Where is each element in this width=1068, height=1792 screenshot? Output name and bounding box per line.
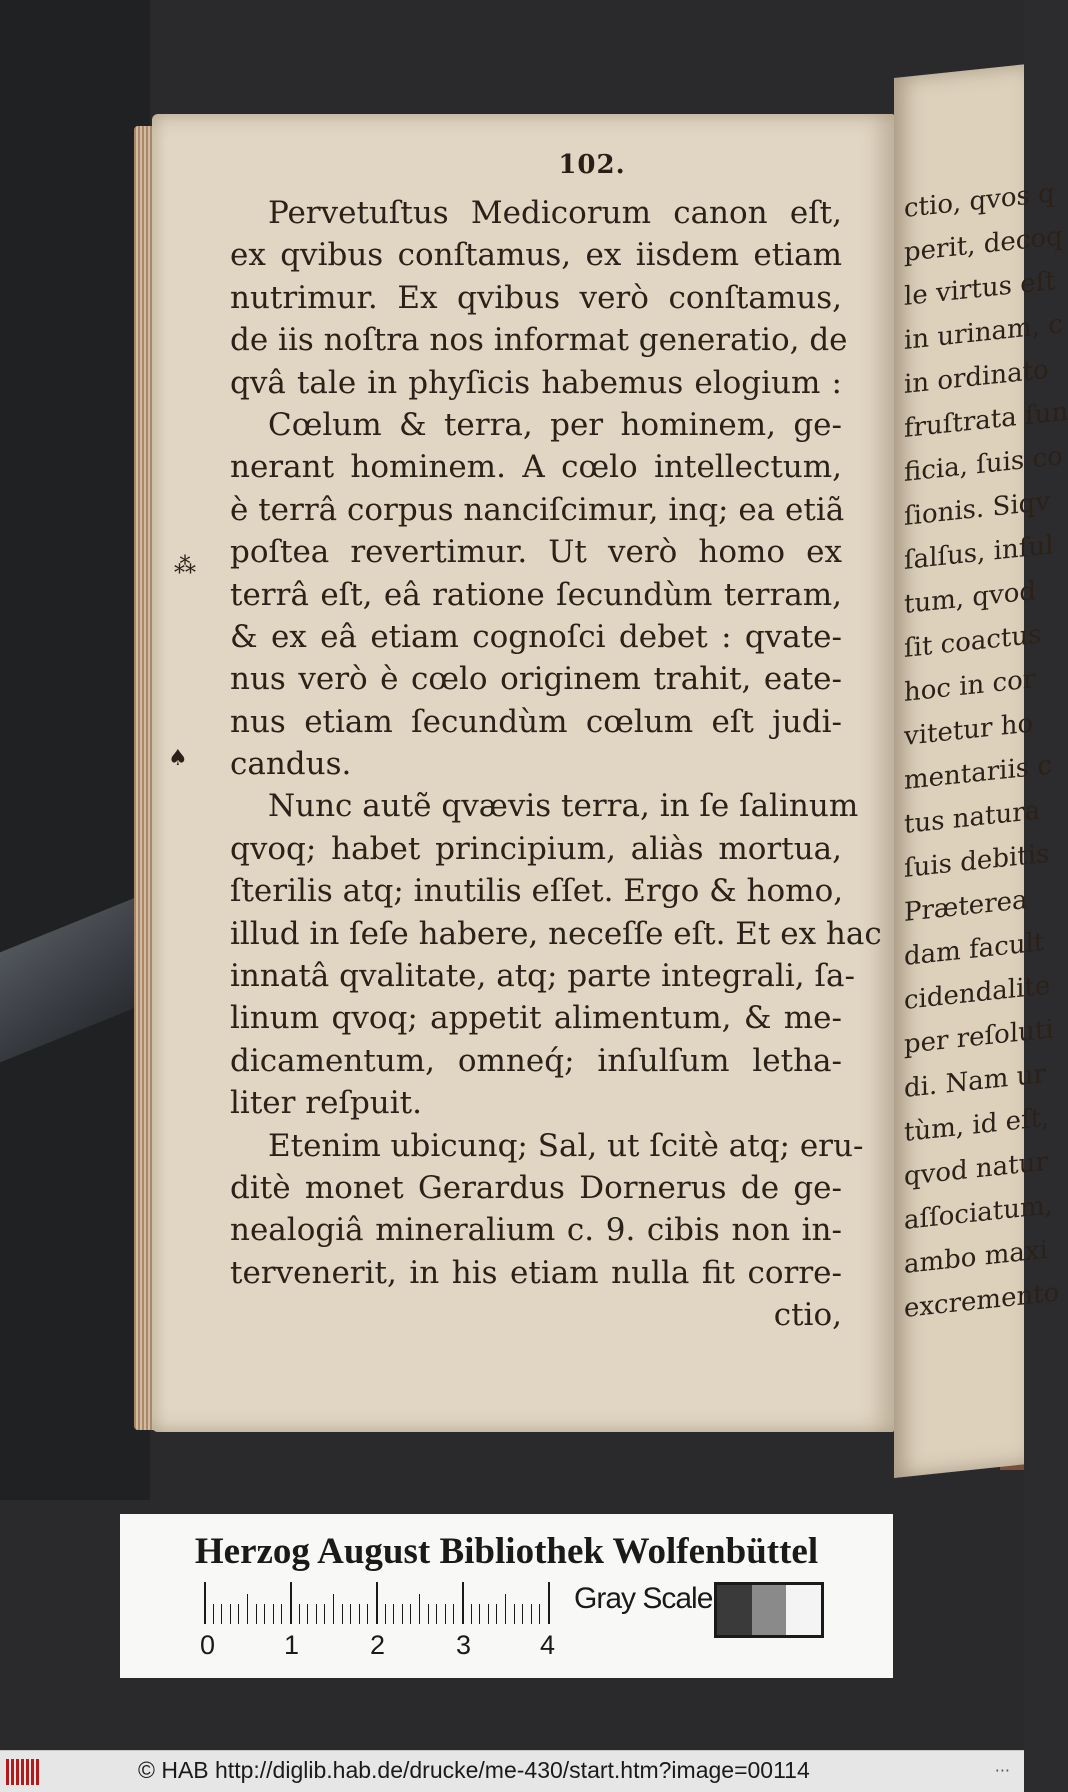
ruler-tick — [213, 1604, 214, 1624]
gray-scale-swatches — [714, 1582, 824, 1638]
facing-text-line: tum, qvod — [904, 576, 1037, 620]
ruler-tick — [531, 1604, 532, 1624]
ruler-tick — [393, 1604, 394, 1624]
ruler-tick — [410, 1604, 411, 1624]
facing-text-line: tus natura — [904, 795, 1041, 840]
facing-text-line: mentariis c — [904, 750, 1052, 796]
book-page-left — [152, 114, 894, 1432]
facing-text-line: Præterea — [904, 884, 1028, 928]
text-line: terrâ eſt, eâ ratione ſecundùm terram, — [230, 576, 842, 613]
ruler-tick — [385, 1604, 386, 1624]
facing-text-line: tùm, id eſt, — [904, 1102, 1050, 1148]
facing-text-line: dam facult — [904, 927, 1045, 972]
ruler-tick — [359, 1604, 360, 1624]
facing-page-text — [904, 170, 1068, 1331]
text-line: illud in ſeſe habere, neceſſe eſt. Et ex hac — [230, 915, 882, 952]
hab-logo-icon — [6, 1759, 46, 1785]
book-page-right — [894, 64, 1068, 1478]
gray-swatch-mid — [752, 1585, 787, 1635]
text-line: nerant hominem. A cœlo intellectum, — [230, 449, 842, 486]
ruler-tick — [462, 1582, 464, 1624]
ruler-number: 3 — [456, 1630, 472, 1660]
library-name: Herzog August Bibliothek Wolfenbüttel — [194, 1531, 819, 1572]
ruler-tick — [514, 1604, 515, 1624]
facing-text-line: hoc in cor — [904, 664, 1036, 708]
text-line: è terrâ corpus nanciſcimur, inq; ea etiã — [230, 491, 845, 528]
gray-swatch-dark — [717, 1585, 752, 1635]
facing-text-line: le virtus eſt — [904, 266, 1056, 312]
ruler-tick — [264, 1604, 265, 1624]
text-line: Pervetuſtus Medicorum canon eſt, — [268, 195, 842, 231]
ruler-tick — [273, 1604, 274, 1624]
margin-mark: ⁂ — [174, 554, 196, 579]
ruler-tick — [299, 1604, 300, 1624]
ruler-tick — [488, 1604, 489, 1624]
facing-text-line: ctio, qvos q — [904, 178, 1055, 224]
page-text — [230, 192, 882, 1337]
facing-text-line: per reſoluti — [904, 1014, 1054, 1060]
text-line: qvâ tale in phyſicis habemus elogium : — [230, 364, 842, 401]
ruler-tick — [290, 1582, 292, 1624]
ruler-tick — [539, 1604, 540, 1624]
ruler-tick — [471, 1604, 472, 1624]
ruler-tick — [522, 1604, 523, 1624]
ruler-tick — [342, 1604, 343, 1624]
facing-text-line: cidendalite — [904, 970, 1051, 1016]
text-line: liter reſpuit. — [230, 1085, 422, 1122]
text-line: de iis noſtra nos informat generatio, de — [230, 322, 848, 359]
ruler-tick — [428, 1604, 429, 1624]
ruler-scale — [204, 1582, 564, 1624]
source-url-text: © HAB http://diglib.hab.de/drucke/me-430/start.htm?image=00114 — [138, 1757, 810, 1783]
ruler-tick — [505, 1594, 506, 1624]
facing-text-line: qvod natur — [904, 1146, 1048, 1192]
ruler-tick — [247, 1594, 248, 1624]
ruler-tick — [307, 1604, 308, 1624]
facing-text-line: ſit coactus — [904, 619, 1042, 664]
gray-swatch-light — [786, 1585, 821, 1635]
text-line: nutrimur. Ex qvibus verò conſtamus, — [230, 279, 842, 316]
text-line: ſterilis atq; inutilis eſſet. Ergo & homo, — [230, 873, 844, 910]
text-line: nus etiam ſecundùm cœlum eſt judi- — [230, 703, 842, 740]
ruler-tick — [436, 1604, 437, 1624]
margin-mark: ♠ — [168, 746, 188, 771]
text-line: Etenim ubicunq; Sal, ut ſcitè atq; eru- — [268, 1127, 864, 1164]
text-line: tervenerit, in his etiam nulla fit corre- — [230, 1254, 842, 1291]
ruler-tick — [281, 1604, 282, 1624]
facing-text-line: ſalſus, inſul — [904, 530, 1054, 576]
ruler-tick — [221, 1604, 222, 1624]
more-options-icon[interactable]: ··· — [994, 1761, 1010, 1780]
facing-text-line: di. Nam ur — [904, 1059, 1046, 1104]
facing-text-line: in ordinato — [904, 354, 1049, 400]
ruler-tick — [256, 1604, 257, 1624]
text-line: innatâ qvalitate, atq; parte integrali, ſa- — [230, 958, 855, 995]
text-line: dicamentum, omneq́; inſulſum letha- — [230, 1042, 842, 1079]
text-line: poſtea revertimur. Ut verò homo ex — [230, 534, 842, 571]
viewer-footer — [0, 1750, 1024, 1792]
text-line: Nunc autẽ qvævis terra, in ſe ſalinum — [268, 788, 859, 825]
ruler-tick — [402, 1604, 403, 1624]
ruler-tick — [445, 1604, 446, 1624]
facing-text-line: perit, decoq — [904, 221, 1063, 268]
text-line: ex qvibus conſtamus, ex iisdem etiam — [230, 237, 842, 274]
text-line: ditè monet Gerardus Dornerus de ge- — [230, 1169, 842, 1206]
ruler-tick — [324, 1604, 325, 1624]
book-cradle — [0, 0, 150, 1500]
ruler-tick — [453, 1604, 454, 1624]
facing-text-line: ſionis. Siqv — [904, 486, 1050, 532]
facing-text-line: vitetur ho — [904, 708, 1034, 752]
ruler-number: 0 — [200, 1630, 216, 1660]
facing-text-line: in urinam, c — [904, 309, 1063, 356]
text-line: ctio, — [773, 1297, 842, 1334]
facing-text-line: ficia, ſuis co — [904, 441, 1063, 488]
ruler-tick — [230, 1604, 231, 1624]
ruler-tick — [496, 1604, 497, 1624]
facing-text-line: excremento — [904, 1277, 1060, 1324]
facing-text-line: ambo maxi — [904, 1234, 1048, 1280]
text-line: Cœlum & terra, per hominem, ge- — [268, 406, 842, 443]
ruler-number: 4 — [540, 1630, 556, 1660]
facing-text-line: fruſtrata ſun — [904, 396, 1068, 444]
text-line: nealogiâ mineralium c. 9. cibis non in- — [230, 1212, 842, 1249]
ruler-tick — [316, 1604, 317, 1624]
facing-text-line: aſſociatum, — [904, 1190, 1053, 1236]
page-number: 102. — [558, 150, 626, 180]
ruler-number: 2 — [370, 1630, 386, 1660]
ruler-tick — [204, 1582, 206, 1624]
ruler-tick — [376, 1582, 378, 1624]
ruler-tick — [479, 1604, 480, 1624]
text-line: candus. — [230, 746, 352, 783]
color-calibration-card — [120, 1514, 893, 1678]
text-line: nus verò è cœlo originem trahit, eate- — [230, 661, 842, 698]
ruler-tick — [419, 1594, 420, 1624]
text-line: linum qvoq; appetit alimentum, & me- — [230, 1000, 842, 1037]
ruler-tick — [548, 1582, 550, 1624]
ruler-tick — [333, 1594, 334, 1624]
ruler-tick — [238, 1604, 239, 1624]
facing-text-line: ſuis debitis — [904, 838, 1050, 884]
ruler-number: 1 — [284, 1630, 300, 1660]
ruler-tick — [350, 1604, 351, 1624]
ruler-tick — [367, 1604, 368, 1624]
text-line: qvoq; habet principium, aliàs mortua, — [230, 830, 842, 867]
text-line: & ex eâ etiam cognoſci debet : qvate- — [230, 618, 842, 655]
gray-scale-label: Gray Scale — [574, 1582, 713, 1615]
